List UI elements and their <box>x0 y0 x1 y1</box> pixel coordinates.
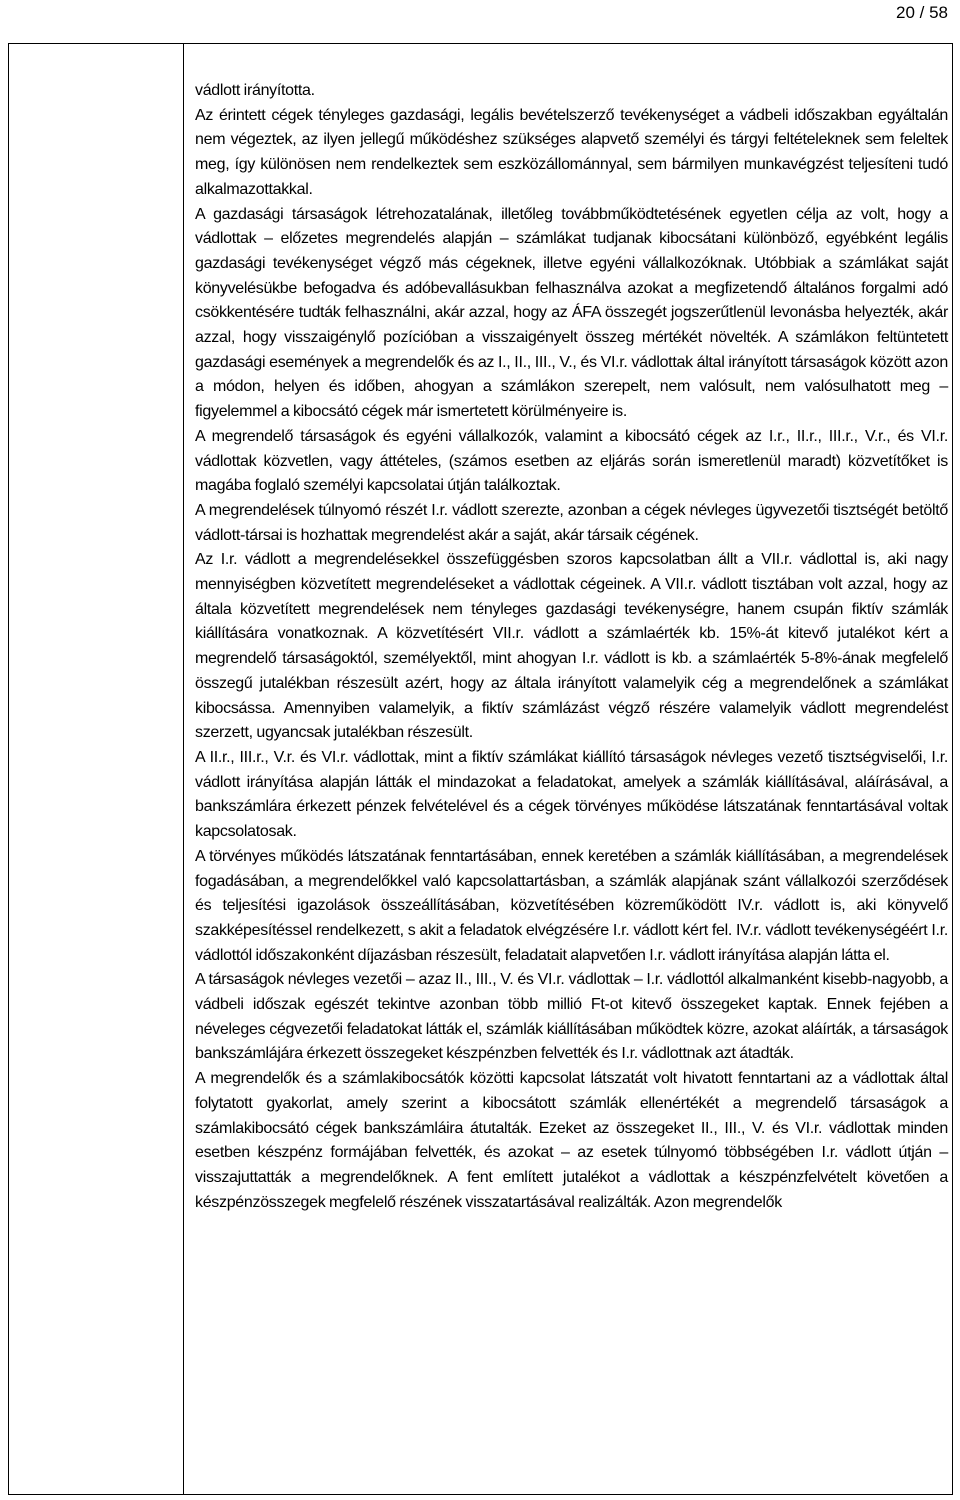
paragraph: vádlott irányította. <box>195 82 315 99</box>
paragraph: A megrendelések túlnyomó részét I.r. vádlott szerezte, azonban a cégek névleges ügyvezetői tisztségét betöltő vádlott-társai is hozhattak megrendelést akár a saját, akár társaik cégének. <box>195 501 948 544</box>
paragraph: Az érintett cégek tényleges gazdasági, legális bevételszerző tevékenységet a vádbeli időszakban egyáltalán nem végeztek, az ilyen jellegű működéshez szükséges alapvető személyi és tárgyi feltételeknek sem feleltek meg, így különösen nem rendelkeztek sem eszközállománnyal, sem bármilyen munkavégzést teljesíteni tudó alkalmazottakkal. <box>195 106 948 198</box>
document-body <box>195 79 948 1215</box>
margin-column-divider <box>183 43 184 1495</box>
page-number: 20 / 58 <box>896 3 948 22</box>
paragraph: A megrendelők és a számlakibocsátók közötti kapcsolat látszatát volt hivatott fenntartani az a vádlottak által folytatott gyakorlat, amely szerint a kibocsátott számlák ellenértékét a megrendelő társaságok a számlakibocsátó cégek bankszámláira átutalták. Ezeket az összegeket II., III., V. és VI.r. vádlottak minden esetben készpénz formájában felvették, és azokat – az esetek túlnyomó többségében I.r. vádlott útján – visszajuttatták a megrendelőknek. A fent említett jutalékot a vádlottak a készpénzfelvételt követően a készpénzösszegek megfelelő részének visszatartásával realizálták. Azon megrendelők <box>195 1070 948 1211</box>
paragraph: A megrendelő társaságok és egyéni vállalkozók, valamint a kibocsátó cégek az I.r., II.r., III.r., V.r., és VI.r. vádlottak közvetlen, vagy áttételes, (számos esetben az eljárás során ismeretlenül maradt) közvetítőket is magába foglaló személyi kapcsolatai útján találkoztak. <box>195 427 948 495</box>
paragraph: A társaságok névleges vezetői – azaz II., III., V. és VI.r. vádlottak – I.r. vádlottól alkalmanként kisebb-nagyobb, a vádbeli időszak egészét tekintve azonban több millió Ft-ot kitevő összegeket kaptak. Ennek fejében a néveleges cégvezetői feladatokat látták el, számlák kiállításában működtek közre, azokat aláírták, a társaságok bankszámlájára érkezett összegeket készpénzben felvették és I.r. vádlottnak azt átadták. <box>195 971 948 1063</box>
paragraph: Az I.r. vádlott a megrendelésekkel összefüggésben szoros kapcsolatban állt a VII.r. vádlottal is, aki nagy mennyiségben közvetített megrendeléseket a vádlottak cégeinek. A VII.r. vádlott tisztában volt azzal, hogy az általa közvetített megrendelések nem tényleges gazdasági tevékenységre, hanem csupán fiktív számlák kiállítására vonatkoznak. A közvetítésért VII.r. vádlott a számlaérték kb. 15%-át kitevő jutalékot kért a megrendelő társaságoktól, személyektől, mint ahogyan I.r. vádlott is kb. a számlaérték 5-8%-ának megfelelő összegű jutalékban részesült azért, hogy az általa irányított valamelyik cég a megrendelőnek a számlákat kibocsássa. Amennyiben valamelyik, a fiktív számlázást végző részére valamelyik vádlott megrendelést szerzett, ugyancsak jutalékban részesült. <box>195 551 948 742</box>
paragraph: A II.r., III.r., V.r. és VI.r. vádlottak, mint a fiktív számlákat kiállító társaságok névleges vezető tisztségviselői, I.r. vádlott irányítása alapján látták el mindazokat a feladatokat, amelyek a számlák kiállításával, aláírásával, a bankszámlára érkezett pénzek felvételével és a cégek törvényes működése látszatának fenntartásával voltak kapcsolatosak. <box>195 748 948 841</box>
paragraph: A gazdasági társaságok létrehozatalának, illetőleg továbbműködtetésének egyetlen célja az volt, hogy a vádlottak – előzetes megrendelés alapján – számlákat tudjanak kibocsátani különböző, egyébként legális gazdasági tevékenységet végző más cégeknek, illetve egyéni vállalkozóknak. Utóbbiak a számlákat saját könyvelésükbe befogadva és adóbevallásukban felhasználva azokat a megfizetendő általános forgalmi adó csökkentésére tudták felhasználni, akár azzal, hogy az ÁFA összegét jogszerűtlenül levonásba helyezték, akár azzal, hogy visszaigénylő pozícióban a visszaigényelt összeg mértékét növelték. A számlákon feltüntetett gazdasági események a megrendelők és az I., II., III., V., és VI.r. vádlottak által irányított társaságok között azon a módon, helyen és időben, ahogyan a számlákon szerepelt, nem valósult, nem valósulhatott meg – figyelemmel a kibocsátó cégek már ismertetett körülményeire is. <box>195 205 948 421</box>
paragraph: A törvényes működés látszatának fenntartásában, ennek keretében a számlák kiállításában, a megrendelések fogadásában, a megrendelőkkel való kapcsolattartásban, a számlák alapjának szánt vállalkozói szerződések és teljesítési igazolások összeállításában, közvetítésében közreműködött IV.r. vádlott is, aki könyvelő szakképesítéssel rendelkezett, s akit a feladatok elvégzésére I.r. vádlott kért fel. IV.r. vádlott tevékenységéért I.r. vádlottól időszakonként díjazásban részesült, feladatait alapvetően I.r. vádlott irányítása alapján látta el. <box>195 847 948 964</box>
